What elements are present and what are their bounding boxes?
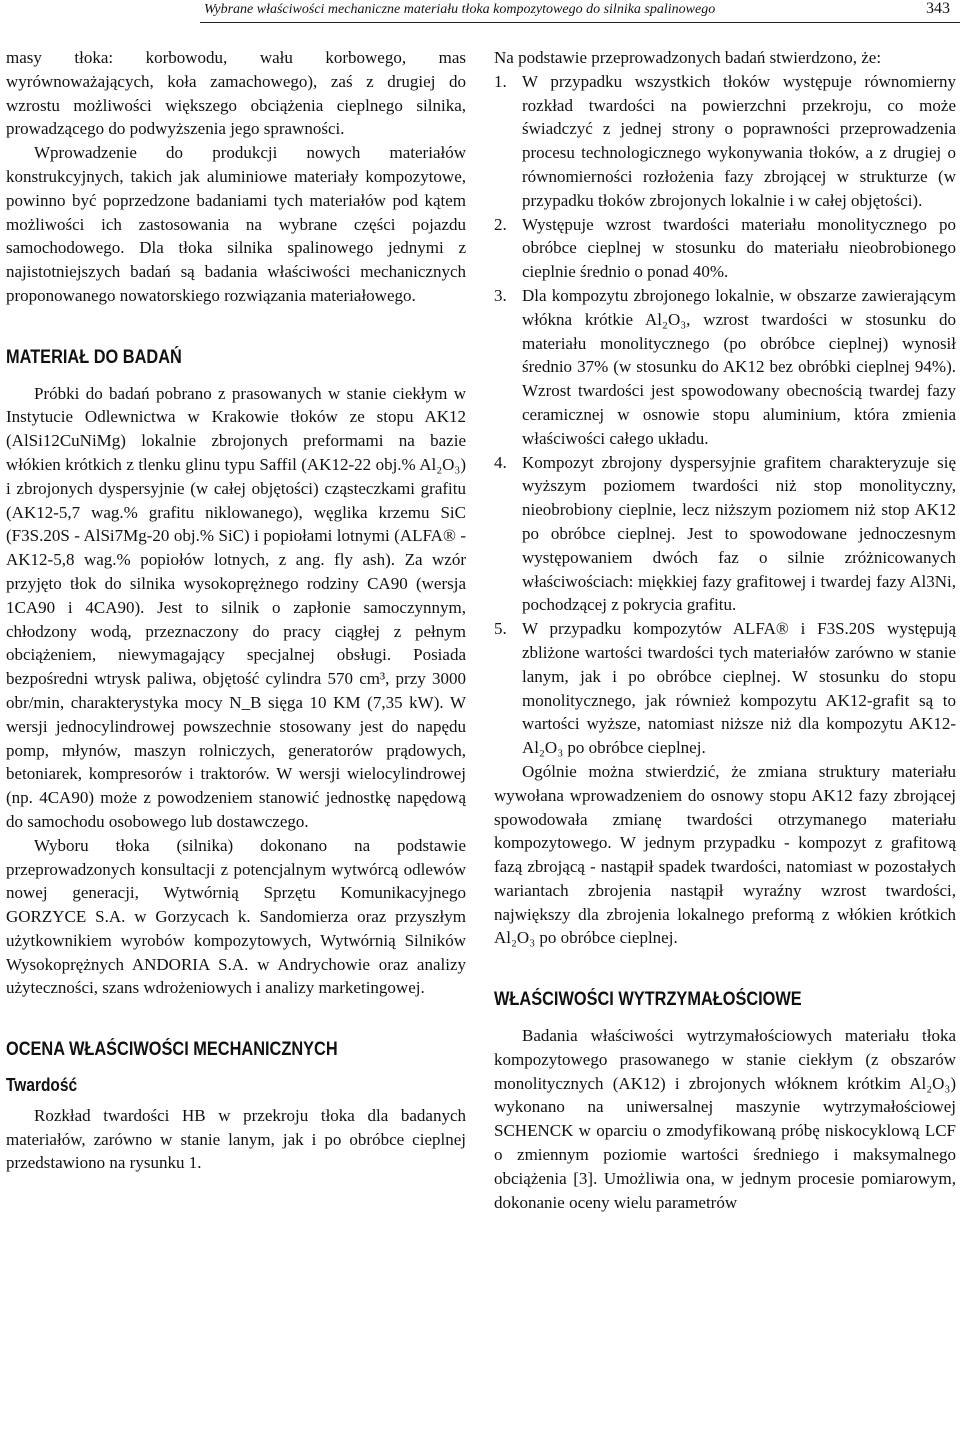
list-number: 1. (494, 71, 507, 91)
paragraph: Na podstawie przeprowadzonych badań stwierdzono, że: (494, 48, 882, 67)
list-item (494, 451, 956, 618)
list-item (494, 284, 956, 451)
paragraph: Rozkład twardości HB w przekroju tłoka dla badanych materiałów, zarówno w stanie lanym, jak i po obróbce cieplnej przedstawiono na rysunku 1. (6, 1105, 466, 1173)
paragraph: Wprowadzenie do produkcji nowych materiałów konstrukcyjnych, takich jak aluminiowe materiały kompozytowe, powinno być poprzedzone badaniami tych materiałów pod kątem możliwości ich zastosowania na wybrane części pojazdu samochodowego. Dla tłoka silnika spalinowego jednymi z najistotniejszych badań są badania właściwości mechanicznych proponowanego nowatorskiego rozwiązania materiałowego. (6, 143, 466, 305)
subsection-heading: Twardość (6, 1075, 78, 1096)
page-number: 343 (926, 0, 950, 17)
paragraph: masy tłoka: korbowodu, wału korbowego, mas wyrównoważających, koła zamachowego), zaś z drugiej do wzrostu możliwości większego obciążenia cieplnego silnika, prowadzącego do podwyższenia jego sprawności. (6, 48, 466, 139)
running-header (0, 0, 960, 30)
paragraph: Ogólnie można stwierdzić, że zmiana struktury materiału wywołana wprowadzeniem do osnowy stopu AK12 fazy zbrojącej spowodowała zmianę twardości otrzymanego materiału kompozytowego. W jednym przypadku - kompozyt z grafitową fazą zbrojącą - nastąpił spadek twardości, natomiast w pozostałych wariantach zbrojenia nastąpił wyraźny wzrost twardości, największy dla zbrojenia lokalnego preformą z włókien krótkich Al₂O₃ po obróbce cieplnej. (494, 761, 956, 948)
list-number: 3. (494, 285, 507, 305)
section-heading: OCENA WŁAŚCIWOŚCI MECHANICZNYCH (6, 1039, 338, 1061)
running-title: Wybrane właściwości mechaniczne materiału tłoka kompozytowego do silnika spalinowego (204, 2, 716, 17)
findings-list (494, 70, 956, 760)
section-heading: WŁAŚCIWOŚCI WYTRZYMAŁOŚCIOWE (494, 989, 802, 1011)
section-heading: MATERIAŁ DO BADAŃ (6, 346, 182, 368)
list-text: Kompozyt zbrojony dyspersyjnie grafitem charakteryzuje się wyższym poziomem twardości niż stop monolityczny, nieobrobiony cieplnie, lecz niższym poziomem niż stop AK12 po obróbce cieplnej. Jest to spowodowane jednoczesnym występowaniem dwóch faz o silnie zróżnicowanych właściwościach: miękkiej fazy grafitowej i twardej fazy Al3Ni, pochodzącej z pokrycia grafitu. (522, 452, 956, 615)
paragraph: Wyboru tłoka (silnika) dokonano na podstawie przeprowadzonych konsultacji z potencjalnym wytwórcą odlewów nowej generacji, Wytwórnią Sprzętu Komunikacyjnego GORZYCE S.A. w Gorzycach k. Sandomierza oraz przyszłym użytkownikiem wyrobów kompozytowych, Wytwórnią Silników Wysokoprężnych ANDORIA S.A. w Andrychowie oraz analizy użyteczności, szans wdrożeniowych i analizy marketingowej. (6, 835, 466, 998)
paragraph: Badania właściwości wytrzymałościowych materiału tłoka kompozytowego prasowanego w stanie ciekłym (z obszarów monolitycznych (AK12) i zbrojonych włóknem krótkim Al₂O₃) wykonano na uniwersalnej maszynie wytrzymałościowej SCHENCK w oparciu o zmodyfikowaną próbę niskocyklową LCF o zmiennym poziomie wartości średniego i maksymalnego obciążenia [3]. Umożliwia ona, w jednym procesie pomiarowym, dokonanie oceny wielu parametrów (494, 1026, 956, 1212)
list-text: W przypadku kompozytów ALFA® i F3S.20S występują zbliżone wartości twardości tych materiałów zarówno w stanie lanym, jak i po obróbce cieplnej. W stosunku do stopu monolitycznego, jak również kompozytu AK12-grafit są to wartości wyższe, natomiast niższe niż dla kompozytu AK12-Al₂O₃ po obróbce cieplnej. (522, 619, 956, 758)
list-number: 5. (494, 619, 507, 639)
list-text: W przypadku wszystkich tłoków występuje równomierny rozkład twardości na powierzchni przekroju, co może świadczyć z jednej strony o poprawności przeprowadzenia procesu technologicznego wykonywania tłoków, a z drugiej o równomierności rozłożenia fazy zbrojącej w strukturze (w przypadku tłoków zbrojonych lokalnie i w całej objętości). (522, 71, 956, 210)
paragraph: Próbki do badań pobrano z prasowanych w stanie ciekłym w Instytucie Odlewnictwa w Krakowie tłoków ze stopu AK12 (AlSi12CuNiMg) lokalnie zbrojonych preformami na bazie włókien krótkich z tlenku glinu typu Saffil (AK12-22 obj.% Al₂O₃) i zbrojonych dyspersyjnie (w całej objętości) cząsteczkami grafitu (AK12-5,7 wag.% grafitu niklowanego), węglika krzemu SiC (F3S.20S - AlSi7Mg-20 obj.% SiC) i popiołami lotnymi (ALFA® - AK12-5,8 wag.% popiołów lotnych, z ang. fly ash). Za wzór przyjęto tłok do silnika wysokoprężnego rodziny CA90 (wersja 1CA90 i 4CA90). Jest to silnik o zapłonie samoczynnym, chłodzony wodą, przeznaczony do pracy ciągłej z pełnym obciążeniem, niewymagający specjalnej obsługi. Posiada bezpośredni wtrysk paliwa, objętość cylindra 570 cm³, przy 3000 obr/min, charakterystyka mocy N_B sięga 10 KM (7,35 kW). W wersji jednocylindrowej powszechnie stosowany jest do napędu pomp, młynów, maszyn rolniczych, generatorów prądowych, betoniarek, kompresorów i traktorów. W wersji wielocylindrowej (np. 4CA90) może z powodzeniem stanowić jednostkę napędową do samochodu osobowego lub dostawczego. (6, 383, 466, 831)
list-number: 4. (494, 452, 507, 472)
list-item (494, 213, 956, 284)
list-text: Dla kompozytu zbrojonego lokalnie, w obszarze zawierającym włókna krótkie Al₂O₃, wzrost twardości w stosunku do materiału monolitycznego (po obróbce cieplnej) wynosił średnio 37% (w stosunku do AK12 bez obróbki cieplnej 94%). Wzrost twardości jest spowodowany obecnością twardej fazy ceramicznej w osnowie stopu aluminium, która zmienia właściwości całego układu. (522, 285, 956, 448)
right-column (494, 46, 956, 1214)
header-rule (200, 22, 960, 23)
list-item (494, 70, 956, 213)
left-column (6, 46, 466, 1175)
list-number: 2. (494, 214, 507, 234)
list-text: Występuje wzrost twardości materiału monolitycznego po obróbce cieplnej w stosunku do materiału nieobrobionego cieplnie średnio o ponad 40%. (522, 214, 956, 282)
list-item (494, 617, 956, 760)
